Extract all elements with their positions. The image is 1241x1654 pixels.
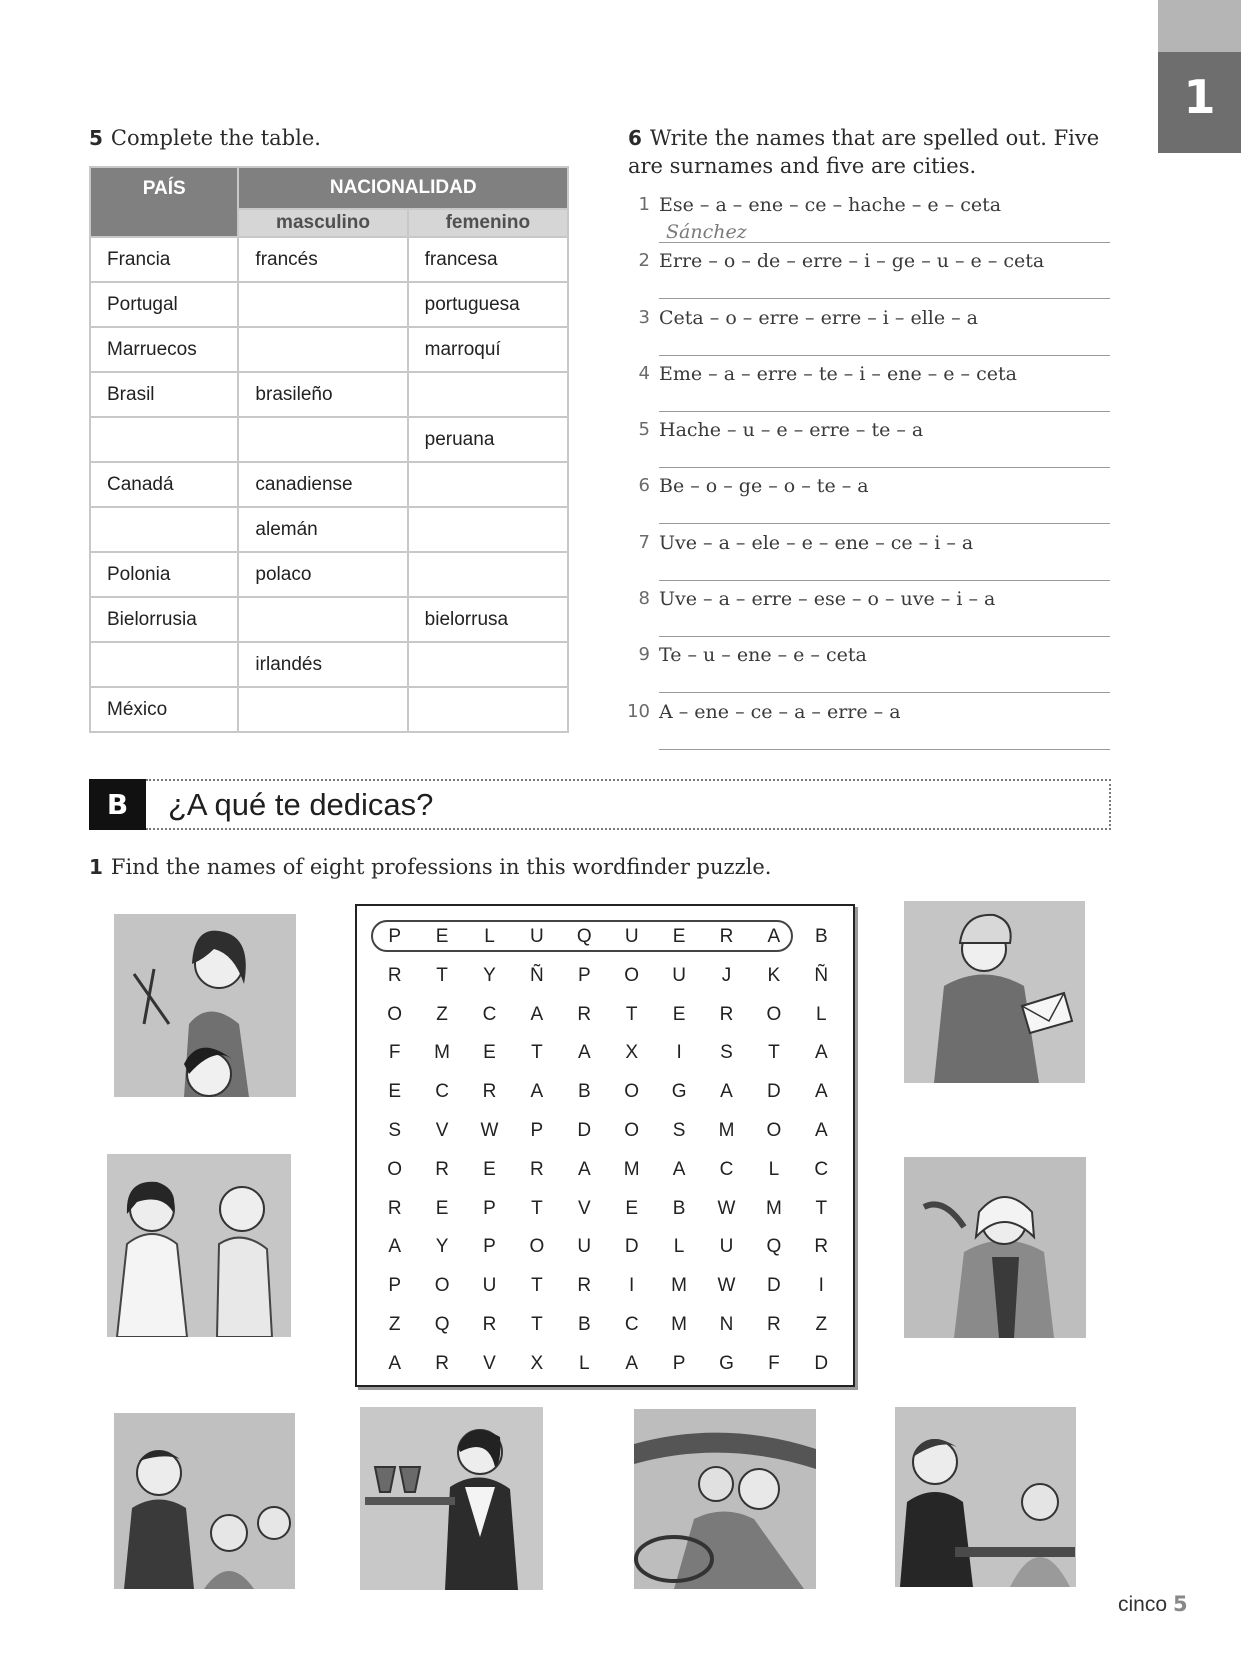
- answer-line[interactable]: [659, 580, 1110, 581]
- table-row: [90, 687, 568, 732]
- grid-letter[interactable]: A: [720, 1081, 733, 1103]
- grid-letter[interactable]: M: [623, 1158, 640, 1180]
- grid-letter[interactable]: T: [815, 1197, 828, 1219]
- grid-letter[interactable]: L: [484, 926, 495, 947]
- item-number: 10: [627, 700, 650, 722]
- grid-letter[interactable]: P: [483, 1197, 496, 1219]
- grid-letter[interactable]: M: [718, 1120, 735, 1141]
- grid-letter[interactable]: V: [435, 1120, 449, 1141]
- exercise-instruction: Complete the table.: [110, 126, 321, 150]
- grid-letter[interactable]: T: [531, 1197, 543, 1219]
- grid-letter[interactable]: B: [577, 1081, 591, 1103]
- grid-letter[interactable]: F: [768, 1352, 780, 1374]
- grid-letter[interactable]: E: [435, 1197, 449, 1219]
- grid-letter[interactable]: L: [816, 1003, 827, 1025]
- grid-letter[interactable]: R: [482, 1314, 497, 1335]
- list-item: [626, 473, 1110, 529]
- spelled-text: Ese – a – ene – ce – hache – e – ceta: [659, 194, 1002, 216]
- grid-letter[interactable]: P: [388, 1275, 402, 1297]
- grid-letter[interactable]: O: [434, 1275, 450, 1297]
- row-masculine-cell: irlandés: [238, 642, 407, 687]
- grid-letter[interactable]: Q: [766, 1236, 782, 1258]
- grid-letter[interactable]: Z: [436, 1003, 448, 1025]
- grid-letter[interactable]: R: [387, 964, 402, 986]
- grid-letter[interactable]: I: [629, 1275, 635, 1297]
- item-number: 4: [638, 362, 650, 384]
- grid-letter[interactable]: G: [719, 1352, 734, 1374]
- grid-letter[interactable]: Ñ: [814, 964, 829, 986]
- spelled-names-list: [626, 192, 1110, 755]
- grid-letter[interactable]: R: [719, 926, 734, 947]
- grid-letter[interactable]: O: [766, 1120, 782, 1141]
- grid-letter[interactable]: L: [768, 1158, 780, 1180]
- list-item: [626, 530, 1110, 586]
- list-item: [626, 699, 1110, 755]
- grid-letter[interactable]: E: [625, 1197, 639, 1219]
- list-item: [626, 417, 1110, 473]
- header-feminine: femenino: [408, 209, 568, 237]
- grid-row: [357, 1073, 853, 1112]
- row-masculine-cell: [238, 597, 407, 642]
- exercise-5-heading: [89, 124, 321, 152]
- table-row: [90, 552, 568, 597]
- grid-letter[interactable]: B: [814, 926, 828, 947]
- grid-letter[interactable]: C: [624, 1314, 639, 1335]
- grid-letter[interactable]: O: [624, 964, 640, 986]
- grid-row: [357, 1034, 853, 1073]
- grid-letter[interactable]: C: [482, 1003, 497, 1025]
- page-number: 5: [1173, 1592, 1188, 1616]
- row-country-cell: México: [90, 687, 238, 732]
- answer-line[interactable]: [659, 355, 1110, 356]
- grid-row: [357, 1306, 853, 1345]
- waitress-illustration: [360, 1407, 543, 1590]
- row-feminine-cell: francesa: [408, 237, 568, 282]
- grid-letter[interactable]: G: [671, 1081, 687, 1103]
- grid-letter[interactable]: C: [719, 1158, 734, 1180]
- grid-letter[interactable]: X: [530, 1352, 544, 1374]
- exercise-instruction-line2: are surnames and five are cities.: [628, 154, 977, 178]
- grid-letter[interactable]: N: [719, 1314, 734, 1335]
- wordfinder-grid: [355, 904, 855, 1387]
- grid-letter[interactable]: W: [480, 1120, 499, 1141]
- grid-letter[interactable]: A: [767, 926, 781, 947]
- grid-letter[interactable]: R: [482, 1081, 497, 1103]
- grid-letter[interactable]: Q: [576, 926, 592, 947]
- row-country-cell: [90, 417, 238, 462]
- header-nationality: NACIONALIDAD: [238, 167, 568, 209]
- grid-letter[interactable]: O: [387, 1003, 403, 1025]
- grid-letter[interactable]: M: [434, 1042, 450, 1064]
- grid-letter[interactable]: E: [672, 926, 686, 947]
- row-feminine-cell: [408, 507, 568, 552]
- answer-line[interactable]: [659, 411, 1110, 412]
- grid-letter[interactable]: I: [818, 1275, 824, 1297]
- grid-letter[interactable]: U: [719, 1236, 734, 1258]
- row-country-cell: Canadá: [90, 462, 238, 507]
- grid-letter[interactable]: D: [624, 1236, 639, 1258]
- unit-tab: [1158, 0, 1241, 153]
- grid-letter[interactable]: C: [814, 1158, 829, 1180]
- exercise-instruction: Find the names of eight professions in this wordfinder puzzle.: [110, 855, 772, 879]
- table-row: [90, 507, 568, 552]
- grid-row: [357, 1228, 853, 1267]
- row-feminine-cell: [408, 642, 568, 687]
- grid-letter[interactable]: P: [388, 926, 402, 947]
- grid-row: [357, 996, 853, 1035]
- spelled-text: Hache – u – e – erre – te – a: [659, 419, 924, 442]
- grid-letter[interactable]: U: [624, 926, 639, 947]
- grid-letter[interactable]: E: [435, 926, 449, 947]
- spelled-text: A – ene – ce – a – erre – a: [659, 700, 901, 723]
- list-item: [626, 642, 1110, 698]
- grid-letter[interactable]: L: [579, 1352, 590, 1374]
- grid-letter[interactable]: K: [767, 964, 781, 986]
- grid-letter[interactable]: T: [625, 1003, 638, 1025]
- table-row: [90, 372, 568, 417]
- grid-letter[interactable]: B: [672, 1197, 686, 1219]
- grid-letter[interactable]: W: [717, 1275, 736, 1297]
- item-number: 2: [638, 250, 650, 272]
- answer-line[interactable]: [659, 467, 1110, 468]
- grid-letter[interactable]: A: [625, 1352, 639, 1374]
- grid-letter[interactable]: A: [388, 1236, 402, 1258]
- grid-letter[interactable]: A: [577, 1042, 591, 1064]
- grid-letter[interactable]: I: [676, 1042, 682, 1064]
- header-masculine: masculino: [238, 209, 407, 237]
- exercise-6-heading: [628, 124, 1128, 180]
- grid-letter[interactable]: P: [483, 1236, 496, 1258]
- taxi-driver-illustration: [634, 1409, 816, 1589]
- grid-letter[interactable]: Ñ: [530, 964, 544, 986]
- grid-letter[interactable]: O: [387, 1158, 403, 1180]
- header-country: PAÍS: [90, 167, 238, 237]
- grid-letter[interactable]: Y: [435, 1236, 449, 1258]
- table-row: [90, 642, 568, 687]
- row-country-cell: [90, 507, 238, 552]
- grid-letter[interactable]: C: [435, 1081, 449, 1103]
- row-masculine-cell: canadiense: [238, 462, 407, 507]
- spelled-text: Uve – a – ele – e – ene – ce – i – a: [659, 531, 974, 554]
- grid-letter[interactable]: R: [577, 1275, 592, 1297]
- grid-letter[interactable]: D: [577, 1120, 592, 1141]
- grid-row: [357, 1267, 853, 1306]
- row-masculine-cell: polaco: [238, 552, 407, 597]
- grid-letter[interactable]: D: [767, 1081, 781, 1103]
- table-row: [90, 462, 568, 507]
- answer-line[interactable]: [659, 749, 1110, 750]
- exercise-number: 5: [89, 126, 103, 150]
- item-number: 9: [638, 644, 650, 666]
- spelled-text: Erre – o – de – erre – i – ge – u – e – ceta: [659, 250, 1045, 273]
- nationality-table: [89, 166, 569, 733]
- grid-letter[interactable]: T: [531, 1042, 543, 1064]
- grid-letter[interactable]: R: [435, 1158, 449, 1180]
- grid-letter[interactable]: O: [624, 1120, 640, 1141]
- grid-letter[interactable]: P: [530, 1120, 544, 1141]
- lawyer-illustration: [895, 1407, 1076, 1587]
- page-number-word: cinco: [1118, 1593, 1168, 1616]
- grid-letter[interactable]: E: [672, 1003, 686, 1025]
- item-number: 7: [638, 531, 650, 553]
- spelled-text: Te – u – ene – e – ceta: [659, 644, 867, 667]
- table-row: [90, 282, 568, 327]
- row-feminine-cell: bielorrusa: [408, 597, 568, 642]
- grid-letter[interactable]: A: [530, 1003, 544, 1025]
- grid-letter[interactable]: T: [768, 1042, 780, 1064]
- example-answer: Sánchez: [666, 221, 747, 243]
- row-masculine-cell: francés: [238, 237, 407, 282]
- list-item: [626, 192, 1110, 248]
- row-feminine-cell: peruana: [408, 417, 568, 462]
- grid-letter[interactable]: S: [672, 1120, 686, 1141]
- table-row: [90, 237, 568, 282]
- grid-letter[interactable]: A: [672, 1158, 686, 1180]
- grid-letter[interactable]: U: [482, 1275, 497, 1297]
- grid-letter[interactable]: R: [435, 1352, 449, 1374]
- grid-letter[interactable]: W: [717, 1197, 736, 1219]
- teacher-illustration: [114, 1413, 295, 1589]
- row-feminine-cell: [408, 687, 568, 732]
- answer-line[interactable]: [659, 523, 1110, 524]
- grid-letter[interactable]: E: [388, 1081, 402, 1103]
- grid-letter[interactable]: R: [814, 1236, 829, 1258]
- row-feminine-cell: [408, 372, 568, 417]
- table-row: [90, 417, 568, 462]
- grid-letter[interactable]: S: [720, 1042, 733, 1064]
- doctor-illustration: [107, 1154, 291, 1337]
- grid-row: [357, 918, 853, 957]
- table-row: [90, 327, 568, 372]
- unit-tab-texture: [1158, 0, 1241, 52]
- grid-letter[interactable]: A: [388, 1352, 402, 1374]
- grid-letter[interactable]: M: [671, 1275, 687, 1297]
- row-country-cell: [90, 642, 238, 687]
- grid-letter[interactable]: V: [483, 1352, 496, 1374]
- exercise-number: 6: [628, 126, 642, 150]
- grid-letter[interactable]: T: [531, 1275, 543, 1297]
- row-masculine-cell: [238, 687, 407, 732]
- list-item: [626, 248, 1110, 304]
- grid-row: [357, 1345, 853, 1384]
- grid-letter[interactable]: M: [765, 1197, 782, 1219]
- grid-letter[interactable]: X: [625, 1042, 639, 1064]
- grid-letter[interactable]: T: [531, 1314, 543, 1335]
- grid-row: [357, 1190, 853, 1229]
- hairdresser-illustration: [114, 914, 296, 1097]
- grid-letter[interactable]: Y: [483, 964, 496, 986]
- row-masculine-cell: [238, 282, 407, 327]
- actor-illustration: [904, 1157, 1086, 1338]
- row-country-cell: Brasil: [90, 372, 238, 417]
- spelled-text: Ceta – o – erre – erre – i – elle – a: [659, 306, 979, 329]
- row-masculine-cell: brasileño: [238, 372, 407, 417]
- section-b-label: B: [89, 779, 146, 830]
- grid-letter[interactable]: R: [719, 1003, 734, 1025]
- grid-letter[interactable]: R: [767, 1314, 781, 1335]
- grid-letter[interactable]: J: [721, 964, 732, 986]
- item-number: 8: [638, 588, 650, 610]
- table-row: [90, 597, 568, 642]
- grid-letter[interactable]: A: [577, 1158, 591, 1180]
- row-masculine-cell: [238, 417, 407, 462]
- list-item: [626, 361, 1110, 417]
- grid-letter[interactable]: V: [577, 1197, 591, 1219]
- grid-letter[interactable]: T: [436, 964, 448, 986]
- spelled-text: Eme – a – erre – te – i – ene – e – ceta: [659, 362, 1017, 385]
- grid-letter[interactable]: R: [577, 1003, 592, 1025]
- grid-letter[interactable]: U: [530, 926, 544, 947]
- page-footer: [1118, 1592, 1188, 1617]
- item-number: 1: [638, 194, 650, 215]
- grid-letter[interactable]: Z: [815, 1314, 828, 1335]
- grid-letter[interactable]: M: [671, 1314, 687, 1335]
- grid-letter[interactable]: R: [387, 1197, 402, 1219]
- grid-letter[interactable]: E: [483, 1042, 496, 1064]
- grid-letter[interactable]: A: [814, 1120, 828, 1141]
- item-number: 5: [638, 419, 650, 441]
- list-item: [626, 305, 1110, 361]
- grid-letter[interactable]: O: [624, 1081, 640, 1103]
- answer-line[interactable]: [659, 692, 1110, 693]
- item-number: 3: [638, 306, 650, 328]
- row-feminine-cell: [408, 462, 568, 507]
- grid-letter[interactable]: F: [388, 1042, 401, 1064]
- exercise-b1-heading: [89, 853, 771, 881]
- grid-row: [357, 1151, 853, 1190]
- grid-letter[interactable]: O: [529, 1236, 545, 1258]
- row-country-cell: Portugal: [90, 282, 238, 327]
- grid-letter[interactable]: U: [577, 1236, 592, 1258]
- grid-letter[interactable]: A: [814, 1042, 828, 1064]
- unit-number: 1: [1183, 70, 1216, 124]
- row-feminine-cell: portuguesa: [408, 282, 568, 327]
- grid-letter[interactable]: A: [814, 1081, 828, 1103]
- grid-row: [357, 1112, 853, 1151]
- grid-letter[interactable]: D: [767, 1275, 781, 1297]
- grid-letter[interactable]: E: [483, 1158, 496, 1180]
- answer-line[interactable]: [659, 636, 1110, 637]
- row-masculine-cell: [238, 327, 407, 372]
- section-b-title: ¿A qué te dedicas?: [146, 779, 1111, 830]
- row-country-cell: Polonia: [90, 552, 238, 597]
- grid-letter[interactable]: D: [814, 1352, 829, 1374]
- grid-letter[interactable]: P: [672, 1352, 686, 1374]
- item-number: 6: [638, 475, 650, 497]
- grid-letter[interactable]: Q: [434, 1314, 450, 1335]
- row-masculine-cell: alemán: [238, 507, 407, 552]
- row-country-cell: Marruecos: [90, 327, 238, 372]
- grid-letter[interactable]: P: [577, 964, 591, 986]
- grid-letter[interactable]: R: [530, 1158, 544, 1180]
- row-country-cell: Bielorrusia: [90, 597, 238, 642]
- grid-letter[interactable]: S: [388, 1120, 402, 1141]
- grid-letter[interactable]: U: [672, 964, 686, 986]
- spelled-text: Uve – a – erre – ese – o – uve – i – a: [659, 588, 996, 611]
- grid-letter[interactable]: L: [673, 1236, 685, 1258]
- list-item: [626, 586, 1110, 642]
- grid-letter[interactable]: A: [530, 1081, 544, 1103]
- answer-line[interactable]: [659, 298, 1110, 299]
- row-feminine-cell: [408, 552, 568, 597]
- exercise-instruction-line1: Write the names that are spelled out. Five: [649, 126, 1100, 150]
- grid-letter[interactable]: B: [577, 1314, 591, 1335]
- grid-row: [357, 957, 853, 996]
- row-country-cell: Francia: [90, 237, 238, 282]
- grid-letter[interactable]: O: [766, 1003, 782, 1025]
- grid-letter[interactable]: Z: [388, 1314, 401, 1335]
- row-feminine-cell: marroquí: [408, 327, 568, 372]
- postman-illustration: [904, 901, 1085, 1083]
- spelled-text: Be – o – ge – o – te – a: [659, 475, 869, 498]
- exercise-number: 1: [89, 855, 103, 879]
